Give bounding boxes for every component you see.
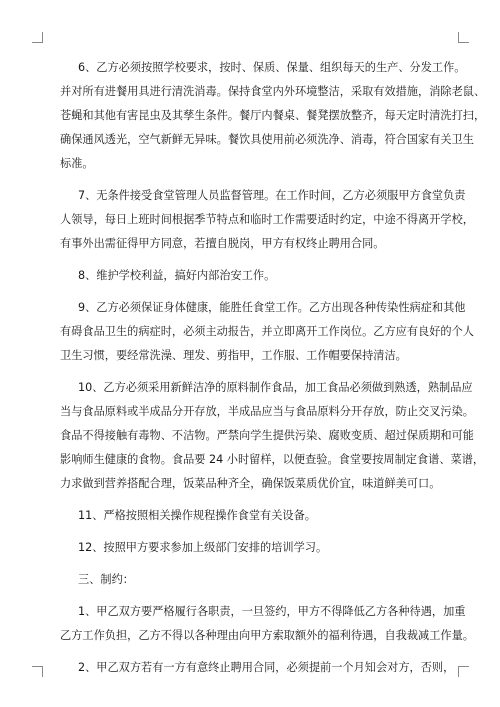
crop-mark-bottom-left	[32, 666, 43, 677]
text-line: 卫生习惯，要经常洗澡、理发、剪指甲，工作服、工作帽要保持清洁。	[60, 349, 407, 362]
text-line: 影响师生健康的食物。食品要 24 小时留样，以便查验。食堂要按周制定食谱、菜谱，	[60, 453, 485, 466]
text-line: 并对所有进餐用具进行清洗消毒。保持食堂内外环境整洁，采取有效措施，消除老鼠、	[60, 85, 486, 98]
text-line: 乙方工作负担，乙方不得以各种理由向甲方索取额外的福利待遇，自我裁减工作量。	[60, 629, 474, 642]
text-line: 12、按照甲方要求参加上级部门安排的培训学习。	[78, 541, 328, 554]
text-line: 苍蝇和其他有害昆虫及其孳生条件。餐厅内餐桌、餐凳摆放整齐，每天定时清洗打扫，	[60, 109, 486, 122]
crop-mark-top-left	[32, 32, 43, 43]
text-line: 确保通风透光，空气新鲜无异味。餐饮具使用前必须洗净、消毒，符合国家有关卫生	[60, 133, 474, 146]
text-line: 2、甲乙双方若有一方有意终止聘用合同，必须提前一个月知会对方，否则，	[78, 661, 455, 674]
text-line: 10、乙方必须采用新鲜洁净的原料制作食品，加工食品必须做到熟透，熟制品应	[78, 381, 473, 394]
text-line: 7、无条件接受食堂管理人员监督管理。在工作时间，乙方必须服甲方食堂负责	[78, 189, 466, 202]
text-line: 6、乙方必须按照学校要求，按时、保质、保量、组织每天的生产、分发工作。	[78, 61, 466, 74]
text-line: 11、严格按照相关操作规程操作食堂有关设备。	[78, 509, 316, 522]
section-heading: 三、制约：	[78, 573, 134, 586]
crop-mark-top-right	[458, 32, 469, 43]
text-line: 人领导，每日上班时间根据季节特点和临时工作需要适时约定，中途不得离开学校，	[60, 213, 474, 226]
text-line: 1、甲乙双方要严格履行各职责，一旦签约，甲方不得降低乙方各种待遇，加重	[78, 605, 466, 618]
text-line: 有事外出需征得甲方同意，若擅自脱岗，甲方有权终止聘用合同。	[60, 237, 385, 250]
text-line: 有碍食品卫生的病症时，必须主动报告，并立即离开工作岗位。乙方应有良好的个人	[60, 325, 474, 338]
text-line: 8、维护学校利益，搞好内部治安工作。	[78, 269, 276, 282]
text-line: 当与食品原料或半成品分开存放，半成品应当与食品原料分开存放，防止交叉污染。	[60, 405, 474, 418]
text-line: 食品不得接触有毒物、不洁物。严禁向学生提供污染、腐败变质、超过保质期和可能	[60, 429, 474, 442]
text-line: 9、乙方必须保证身体健康，能胜任食堂工作。乙方出现各种传染性病症和其他	[78, 301, 466, 314]
text-line: 力求做到营养搭配合理，饭菜品种齐全，确保饭菜质优价宜，味道鲜美可口。	[60, 477, 441, 490]
text-line: 标准。	[60, 157, 94, 170]
